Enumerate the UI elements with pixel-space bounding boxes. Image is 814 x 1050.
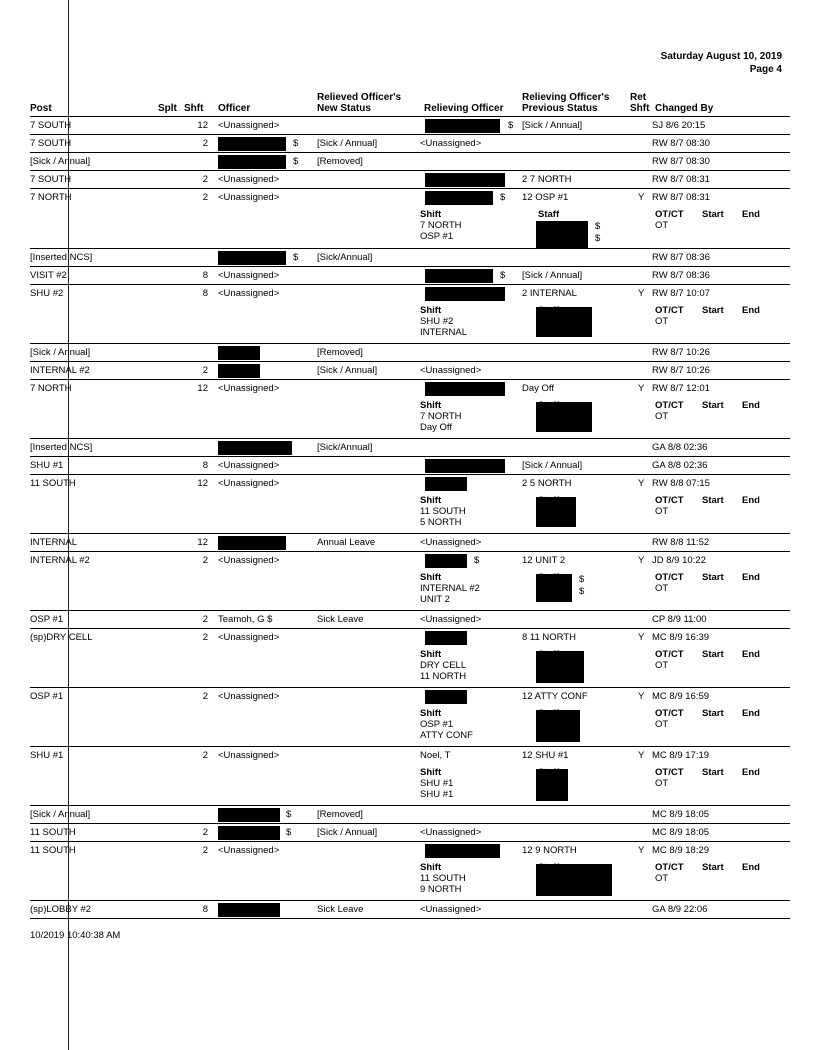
dollar-mark: $ bbox=[293, 156, 299, 167]
post-cell: SHU #1 bbox=[30, 750, 64, 761]
table-row bbox=[30, 474, 790, 533]
post-cell: (sp)LOBBY #2 bbox=[30, 904, 92, 915]
redaction-box bbox=[536, 864, 612, 896]
shift-label: Shift bbox=[420, 767, 442, 778]
officer-cell: Teamoh, G $ bbox=[218, 614, 273, 625]
shift-post: INTERNAL #2 bbox=[420, 583, 480, 594]
post-cell: 7 NORTH bbox=[30, 383, 72, 394]
start-label: Start bbox=[702, 708, 724, 719]
start-label: Start bbox=[702, 767, 724, 778]
start-label: Start bbox=[702, 572, 724, 583]
previous-status-cell: 12 SHU #1 bbox=[522, 750, 569, 761]
officer-cell: <Unassigned> bbox=[218, 845, 280, 856]
relieved-status-cell: Sick Leave bbox=[317, 904, 364, 915]
col-relieving: Relieving Officer bbox=[424, 103, 504, 114]
previous-status-cell: 12 UNIT 2 bbox=[522, 555, 566, 566]
post-cell: 11 SOUTH bbox=[30, 478, 76, 489]
end-label: End bbox=[742, 767, 760, 778]
redaction-box bbox=[536, 710, 580, 742]
redaction-box bbox=[218, 137, 286, 151]
relieving-officer-cell: <Unassigned> bbox=[420, 365, 482, 376]
changed-by-cell: MC 8/9 18:05 bbox=[652, 827, 710, 838]
return-shift-cell: Y bbox=[638, 632, 645, 643]
shift-post: SHU #1 bbox=[420, 778, 454, 789]
shift-cell: 2 bbox=[202, 750, 208, 761]
col-post: Post bbox=[30, 103, 52, 114]
redaction-box bbox=[536, 651, 584, 683]
end-label: End bbox=[742, 495, 760, 506]
previous-status-cell: 12 9 NORTH bbox=[522, 845, 577, 856]
report-header bbox=[661, 50, 782, 76]
dollar-mark: $ bbox=[286, 827, 292, 838]
relieving-officer-cell: <Unassigned> bbox=[420, 537, 482, 548]
previous-status-cell: 12 ATTY CONF bbox=[522, 691, 588, 702]
return-shift-cell: Y bbox=[638, 192, 645, 203]
redaction-box bbox=[536, 574, 572, 602]
table-row bbox=[30, 746, 790, 805]
ot-value: OT bbox=[655, 506, 669, 517]
otct-label: OT/CT bbox=[655, 862, 684, 873]
shift-cell: 8 bbox=[202, 904, 208, 915]
shift-label: Shift bbox=[420, 305, 442, 316]
relieving-officer-cell: <Unassigned> bbox=[420, 614, 482, 625]
table-row bbox=[30, 361, 790, 379]
end-label: End bbox=[742, 862, 760, 873]
table-row bbox=[30, 248, 790, 266]
table-row bbox=[30, 551, 790, 610]
officer-cell: <Unassigned> bbox=[218, 174, 280, 185]
changed-by-cell: GA 8/8 02:36 bbox=[652, 442, 708, 453]
shift-cell: 2 bbox=[202, 365, 208, 376]
changed-by-cell: RW 8/7 08:31 bbox=[652, 174, 710, 185]
shift-post: 7 NORTH bbox=[420, 220, 462, 231]
changed-by-cell: SJ 8/6 20:15 bbox=[652, 120, 706, 131]
shift-cell: 2 bbox=[202, 192, 208, 203]
dollar-mark: $ bbox=[500, 192, 506, 203]
col-splt: Splt bbox=[158, 103, 177, 114]
table-row bbox=[30, 533, 790, 551]
relieved-status-cell: [Removed] bbox=[317, 347, 363, 358]
shift-cell: 12 bbox=[197, 383, 208, 394]
post-cell: 7 SOUTH bbox=[30, 174, 72, 185]
shift-cell: 2 bbox=[202, 632, 208, 643]
end-label: End bbox=[742, 572, 760, 583]
redaction-box bbox=[218, 364, 260, 378]
end-label: End bbox=[742, 649, 760, 660]
previous-status-cell: 2 5 NORTH bbox=[522, 478, 572, 489]
post-cell: [Sick / Annual] bbox=[30, 347, 91, 358]
post-cell: [Inserted NCS] bbox=[30, 252, 93, 263]
changed-by-cell: MC 8/9 17:19 bbox=[652, 750, 710, 761]
start-label: Start bbox=[702, 305, 724, 316]
shift-cell: 12 bbox=[197, 537, 208, 548]
relieving-officer-cell: <Unassigned> bbox=[420, 827, 482, 838]
return-shift-cell: Y bbox=[638, 478, 645, 489]
officer-cell: <Unassigned> bbox=[218, 270, 280, 281]
officer-cell: <Unassigned> bbox=[218, 383, 280, 394]
changed-by-cell: RW 8/7 12:01 bbox=[652, 383, 710, 394]
otct-label: OT/CT bbox=[655, 649, 684, 660]
return-shift-cell: Y bbox=[638, 845, 645, 856]
relieved-status-cell: [Removed] bbox=[317, 156, 363, 167]
table-row bbox=[30, 438, 790, 456]
shift-cell: 2 bbox=[202, 691, 208, 702]
shift-origin: 9 NORTH bbox=[420, 884, 462, 895]
table-row bbox=[30, 823, 790, 841]
table-row bbox=[30, 266, 790, 284]
end-label: End bbox=[742, 400, 760, 411]
officer-cell: <Unassigned> bbox=[218, 478, 280, 489]
table-row bbox=[30, 152, 790, 170]
ot-value: OT bbox=[655, 316, 669, 327]
start-label: Start bbox=[702, 495, 724, 506]
dollar-mark: $ bbox=[500, 270, 506, 281]
redaction-box bbox=[218, 536, 286, 550]
shift-cell: 2 bbox=[202, 138, 208, 149]
otct-label: OT/CT bbox=[655, 400, 684, 411]
redaction-box bbox=[425, 477, 467, 491]
dollar-mark: $ bbox=[508, 120, 514, 131]
post-cell: 11 SOUTH bbox=[30, 827, 76, 838]
changed-by-cell: GA 8/9 22:06 bbox=[652, 904, 708, 915]
changed-by-cell: RW 8/7 08:36 bbox=[652, 252, 710, 263]
post-cell: [Sick / Annual] bbox=[30, 156, 91, 167]
redaction-box bbox=[425, 631, 467, 645]
post-cell: 7 SOUTH bbox=[30, 138, 72, 149]
table-row bbox=[30, 134, 790, 152]
start-label: Start bbox=[702, 862, 724, 873]
redaction-box bbox=[425, 287, 505, 301]
post-cell: 11 SOUTH bbox=[30, 845, 76, 856]
redaction-box bbox=[218, 903, 280, 917]
changed-by-cell: MC 8/9 16:39 bbox=[652, 632, 710, 643]
start-label: Start bbox=[702, 649, 724, 660]
relieved-status-cell: [Removed] bbox=[317, 809, 363, 820]
shift-label: Shift bbox=[420, 862, 442, 873]
redaction-box bbox=[218, 346, 260, 360]
relieved-status-cell: [Sick/Annual] bbox=[317, 442, 373, 453]
officer-cell: <Unassigned> bbox=[218, 120, 280, 131]
ot-value: OT bbox=[655, 660, 669, 671]
table-row bbox=[30, 628, 790, 687]
shift-cell: 12 bbox=[197, 478, 208, 489]
shift-cell: 8 bbox=[202, 460, 208, 471]
shift-label: Shift bbox=[420, 495, 442, 506]
previous-status-cell: 12 OSP #1 bbox=[522, 192, 569, 203]
ot-value: OT bbox=[655, 873, 669, 884]
table-row bbox=[30, 188, 790, 248]
end-label: End bbox=[742, 209, 760, 220]
redaction-box bbox=[425, 690, 467, 704]
redaction-box bbox=[218, 155, 286, 169]
shift-post: 11 SOUTH bbox=[420, 873, 466, 884]
redaction-box bbox=[425, 844, 500, 858]
table-row bbox=[30, 284, 790, 343]
redaction-box bbox=[536, 402, 592, 432]
changed-by-cell: RW 8/7 08:31 bbox=[652, 192, 710, 203]
previous-status-cell: Day Off bbox=[522, 383, 555, 394]
post-cell: (sp)DRY CELL bbox=[30, 632, 93, 643]
dollar-mark: $ bbox=[579, 574, 585, 585]
redaction-box bbox=[218, 251, 286, 265]
shift-label: Shift bbox=[420, 209, 442, 220]
table-row bbox=[30, 900, 790, 919]
page-number: Page 4 bbox=[749, 64, 782, 75]
shift-post: OSP #1 bbox=[420, 719, 454, 730]
dollar-mark: $ bbox=[293, 252, 299, 263]
shift-origin: ATTY CONF bbox=[420, 730, 473, 741]
changed-by-cell: MC 8/9 18:29 bbox=[652, 845, 710, 856]
changed-by-cell: GA 8/8 02:36 bbox=[652, 460, 708, 471]
dollar-mark: $ bbox=[579, 586, 585, 597]
officer-cell: <Unassigned> bbox=[218, 750, 280, 761]
shift-cell: 12 bbox=[197, 120, 208, 131]
dollar-mark: $ bbox=[474, 555, 480, 566]
print-timestamp: 10/2019 10:40:38 AM bbox=[30, 930, 121, 941]
changed-by-cell: MC 8/9 16:59 bbox=[652, 691, 710, 702]
otct-label: OT/CT bbox=[655, 708, 684, 719]
redaction-box bbox=[536, 221, 588, 249]
ot-value: OT bbox=[655, 220, 669, 231]
changed-by-cell: RW 8/7 08:30 bbox=[652, 138, 710, 149]
otct-label: OT/CT bbox=[655, 767, 684, 778]
otct-label: OT/CT bbox=[655, 209, 684, 220]
post-cell: SHU #1 bbox=[30, 460, 64, 471]
staff-label: Staff bbox=[538, 209, 560, 220]
change-log-table bbox=[30, 116, 790, 919]
col-ret-shft: Ret Shft bbox=[630, 92, 650, 114]
officer-cell: <Unassigned> bbox=[218, 192, 280, 203]
redaction-box bbox=[536, 307, 592, 337]
changed-by-cell: RW 8/8 07:15 bbox=[652, 478, 710, 489]
end-label: End bbox=[742, 305, 760, 316]
shift-origin: SHU #1 bbox=[420, 789, 454, 800]
ot-value: OT bbox=[655, 411, 669, 422]
table-row bbox=[30, 343, 790, 361]
table-row bbox=[30, 116, 790, 134]
table-row bbox=[30, 841, 790, 900]
start-label: Start bbox=[702, 400, 724, 411]
return-shift-cell: Y bbox=[638, 555, 645, 566]
relieved-status-cell: [Sick / Annual] bbox=[317, 138, 378, 149]
relieved-status-cell: [Sick / Annual] bbox=[317, 365, 378, 376]
post-cell: SHU #2 bbox=[30, 288, 64, 299]
officer-cell: <Unassigned> bbox=[218, 632, 280, 643]
post-cell: [Inserted NCS] bbox=[30, 442, 93, 453]
table-row bbox=[30, 456, 790, 474]
shift-origin: 11 NORTH bbox=[420, 671, 467, 682]
changed-by-cell: RW 8/7 10:07 bbox=[652, 288, 710, 299]
relieving-officer-cell: <Unassigned> bbox=[420, 904, 482, 915]
return-shift-cell: Y bbox=[638, 691, 645, 702]
officer-cell: <Unassigned> bbox=[218, 555, 280, 566]
changed-by-cell: JD 8/9 10:22 bbox=[652, 555, 706, 566]
redaction-box bbox=[218, 808, 280, 822]
changed-by-cell: RW 8/7 08:30 bbox=[652, 156, 710, 167]
relieving-officer-cell: <Unassigned> bbox=[420, 138, 482, 149]
col-changed-by: Changed By bbox=[655, 103, 714, 114]
previous-status-cell: [Sick / Annual] bbox=[522, 270, 583, 281]
start-label: Start bbox=[702, 209, 724, 220]
changed-by-cell: RW 8/8 11:52 bbox=[652, 537, 710, 548]
post-cell: OSP #1 bbox=[30, 691, 64, 702]
changed-by-cell: MC 8/9 18:05 bbox=[652, 809, 710, 820]
changed-by-cell: CP 8/9 11:00 bbox=[652, 614, 707, 625]
table-row bbox=[30, 805, 790, 823]
post-cell: INTERNAL #2 bbox=[30, 365, 90, 376]
shift-label: Shift bbox=[420, 649, 442, 660]
col-prev-status: Relieving Officer's Previous Status bbox=[522, 92, 610, 114]
ot-value: OT bbox=[655, 719, 669, 730]
shift-cell: 2 bbox=[202, 614, 208, 625]
dollar-mark: $ bbox=[595, 221, 601, 232]
shift-post: 7 NORTH bbox=[420, 411, 462, 422]
post-cell: VISIT #2 bbox=[30, 270, 67, 281]
post-cell: INTERNAL bbox=[30, 537, 77, 548]
previous-status-cell: [Sick / Annual] bbox=[522, 120, 583, 131]
relieved-status-cell: Annual Leave bbox=[317, 537, 376, 548]
relieved-status-cell: [Sick/Annual] bbox=[317, 252, 373, 263]
officer-cell: <Unassigned> bbox=[218, 691, 280, 702]
ot-value: OT bbox=[655, 583, 669, 594]
table-row bbox=[30, 687, 790, 746]
otct-label: OT/CT bbox=[655, 572, 684, 583]
shift-cell: 2 bbox=[202, 174, 208, 185]
relieved-status-cell: [Sick / Annual] bbox=[317, 827, 378, 838]
table-row bbox=[30, 170, 790, 188]
return-shift-cell: Y bbox=[638, 383, 645, 394]
redaction-box bbox=[425, 173, 505, 187]
redaction-box bbox=[425, 119, 500, 133]
otct-label: OT/CT bbox=[655, 495, 684, 506]
shift-origin: OSP #1 bbox=[420, 231, 454, 242]
shift-post: DRY CELL bbox=[420, 660, 467, 671]
post-cell: 7 NORTH bbox=[30, 192, 72, 203]
previous-status-cell: 8 11 NORTH bbox=[522, 632, 577, 643]
post-cell: OSP #1 bbox=[30, 614, 64, 625]
ot-value: OT bbox=[655, 778, 669, 789]
shift-post: SHU #2 bbox=[420, 316, 454, 327]
report-date: Saturday August 10, 2019 bbox=[660, 51, 782, 62]
table-row bbox=[30, 610, 790, 628]
shift-origin: Day Off bbox=[420, 422, 453, 433]
redaction-box bbox=[425, 382, 505, 396]
shift-label: Shift bbox=[420, 572, 442, 583]
redaction-box bbox=[425, 554, 467, 568]
changed-by-cell: RW 8/7 10:26 bbox=[652, 365, 710, 376]
otct-label: OT/CT bbox=[655, 305, 684, 316]
shift-cell: 8 bbox=[202, 270, 208, 281]
post-cell: INTERNAL #2 bbox=[30, 555, 90, 566]
dollar-mark: $ bbox=[293, 138, 299, 149]
changed-by-cell: RW 8/7 10:26 bbox=[652, 347, 710, 358]
officer-cell: <Unassigned> bbox=[218, 288, 280, 299]
changed-by-cell: RW 8/7 08:36 bbox=[652, 270, 710, 281]
shift-origin: INTERNAL bbox=[420, 327, 467, 338]
return-shift-cell: Y bbox=[638, 288, 645, 299]
redaction-box bbox=[218, 441, 292, 455]
shift-cell: 2 bbox=[202, 845, 208, 856]
column-headers bbox=[30, 82, 790, 116]
redaction-box bbox=[536, 769, 568, 801]
previous-status-cell: 2 7 NORTH bbox=[522, 174, 572, 185]
shift-origin: 5 NORTH bbox=[420, 517, 462, 528]
post-cell: [Sick / Annual] bbox=[30, 809, 91, 820]
return-shift-cell: Y bbox=[638, 750, 645, 761]
shift-label: Shift bbox=[420, 708, 442, 719]
col-shft: Shft bbox=[184, 103, 204, 114]
shift-cell: 2 bbox=[202, 555, 208, 566]
shift-cell: 2 bbox=[202, 827, 208, 838]
shift-post: 11 SOUTH bbox=[420, 506, 466, 517]
redaction-box bbox=[536, 497, 576, 527]
redaction-box bbox=[425, 459, 505, 473]
previous-status-cell: 2 INTERNAL bbox=[522, 288, 577, 299]
shift-cell: 8 bbox=[202, 288, 208, 299]
relieved-status-cell: Sick Leave bbox=[317, 614, 364, 625]
col-officer: Officer bbox=[218, 103, 251, 114]
relieving-officer-cell: Noel, T bbox=[420, 750, 451, 761]
table-row bbox=[30, 379, 790, 438]
previous-status-cell: [Sick / Annual] bbox=[522, 460, 583, 471]
dollar-mark: $ bbox=[286, 809, 292, 820]
officer-cell: <Unassigned> bbox=[218, 460, 280, 471]
dollar-mark: $ bbox=[595, 233, 601, 244]
col-relieved-status: Relieved Officer's New Status bbox=[317, 92, 402, 114]
redaction-box bbox=[218, 826, 280, 840]
redaction-box bbox=[425, 269, 493, 283]
redaction-box bbox=[425, 191, 493, 205]
shift-origin: UNIT 2 bbox=[420, 594, 450, 605]
post-cell: 7 SOUTH bbox=[30, 120, 72, 131]
end-label: End bbox=[742, 708, 760, 719]
shift-label: Shift bbox=[420, 400, 442, 411]
